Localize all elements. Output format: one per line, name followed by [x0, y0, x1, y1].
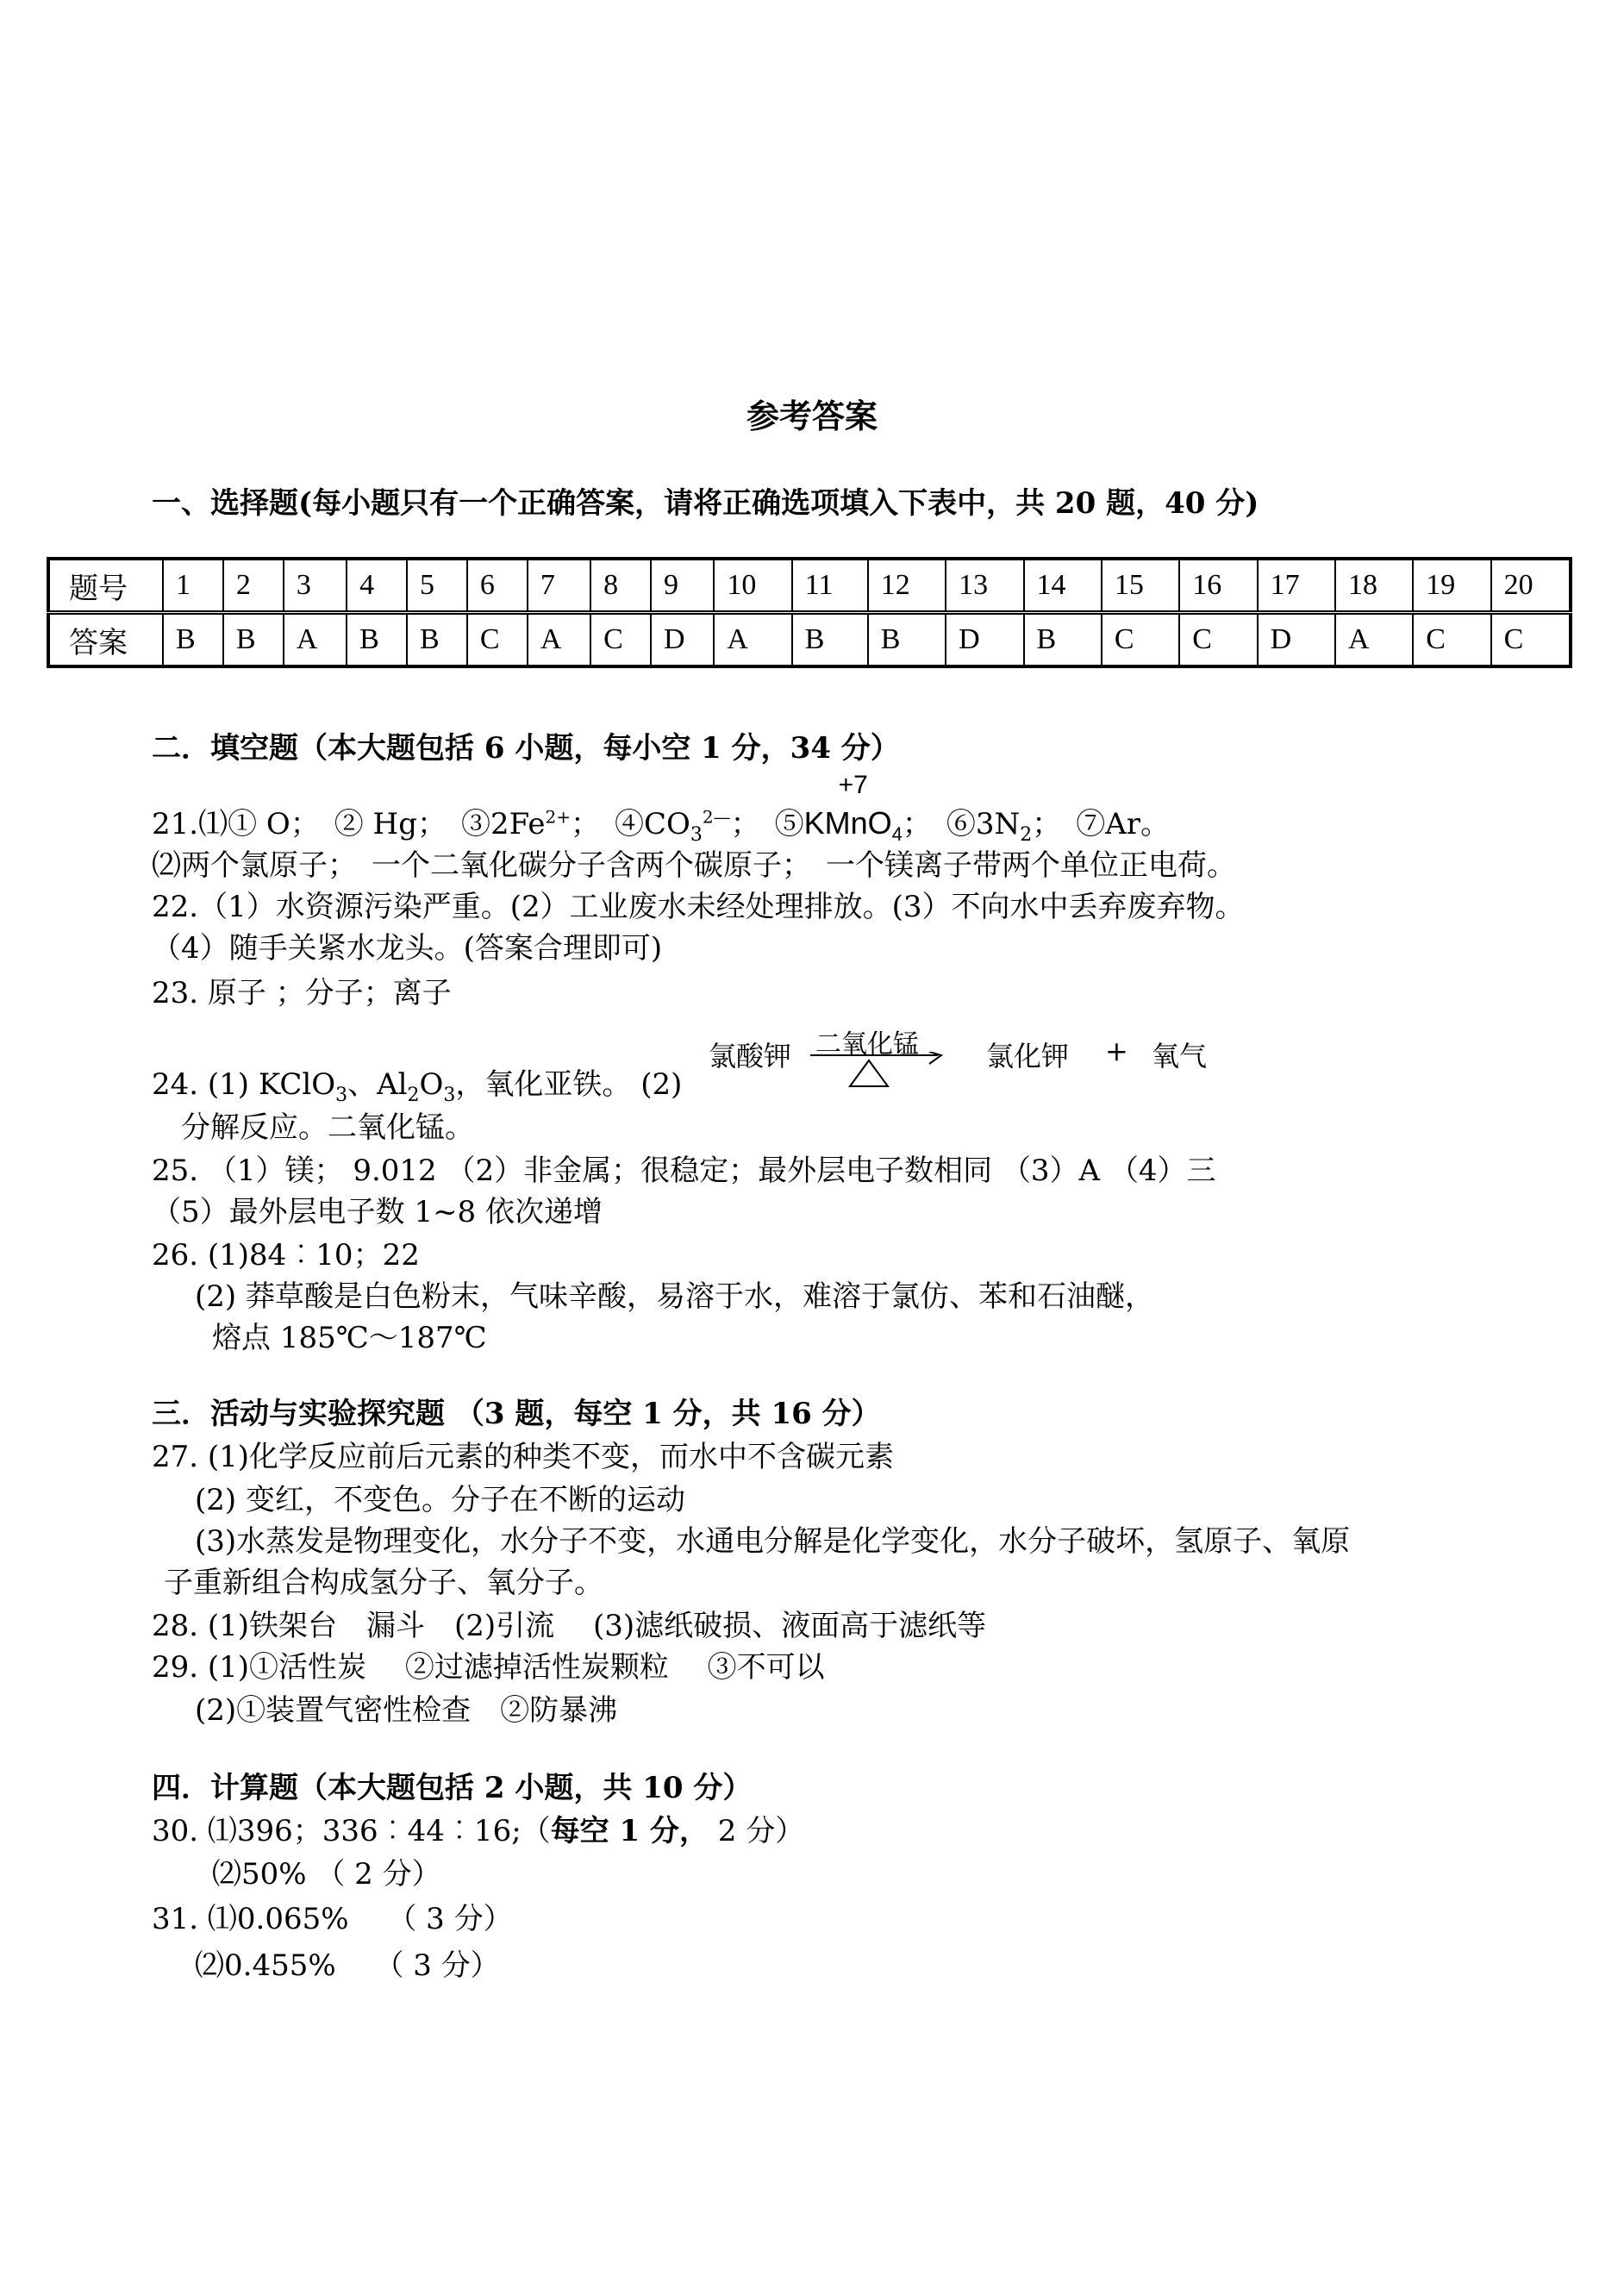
question-number-cell: 17	[1258, 559, 1335, 613]
section1-heading: 一、选择题(每小题只有一个正确答案，请将正确选项填入下表中，共 20 题，40 分)	[152, 486, 1259, 521]
q21-text: ； ⑤	[730, 807, 804, 841]
answer-cell: C	[1179, 613, 1257, 667]
q21-sub: 3	[690, 823, 703, 846]
q30-text: 30. ⑴396；336︰44︰16;（	[152, 1814, 551, 1848]
q30-bold: 每空 1 分，	[550, 1814, 709, 1848]
q27-line-3: (3)水蒸发是物理变化，水分子不变，水通电分解是化学变化，水分子破坏，氢原子、氧原	[195, 1524, 1351, 1559]
question-number-cell: 9	[651, 559, 714, 613]
question-number-cell: 19	[1413, 559, 1490, 613]
section3-heading: 三．活动与实验探究题 （3 题，每空 1 分，共 16 分）	[152, 1397, 881, 1431]
answer-cell: A	[1335, 613, 1413, 667]
answer-cell: B	[223, 613, 284, 667]
answer-cell: C	[1102, 613, 1179, 667]
q24-line-2: 分解反应。二氧化锰。	[181, 1110, 474, 1145]
table-row-answers	[48, 613, 1571, 667]
question-number-cell: 11	[792, 559, 868, 613]
kmno4-text: KMnO	[803, 805, 892, 841]
q26-line-2: (2) 莽草酸是白色粉末，气味辛酸，易溶于水，难溶于氯仿、苯和石油醚，	[195, 1279, 1154, 1314]
table-row-numbers	[48, 559, 1571, 613]
question-number-cell: 12	[868, 559, 946, 613]
answer-cell: B	[1024, 613, 1102, 667]
q24-text: 、Al	[347, 1067, 408, 1102]
section4-heading: 四．计算题（本大题包括 2 小题，共 10 分）	[152, 1771, 753, 1805]
q30-line-1	[152, 1807, 804, 1849]
question-number-cell: 1	[163, 559, 223, 613]
q30-line-2: ⑵50% （ 2 分）	[212, 1857, 441, 1892]
question-number-cell: 20	[1491, 559, 1571, 613]
kmno4-formula	[803, 771, 903, 846]
answer-cell: B	[868, 613, 946, 667]
q24-line-1	[152, 1060, 682, 1106]
q28-line: 28. (1)铁架台 漏斗 (2)引流 (3)滤纸破损、液面高于滤纸等	[152, 1609, 987, 1643]
q21-line-2: ⑵两个氯原子； 一个二氧化碳分子含两个碳原子； 一个镁离子带两个单位正电荷。	[152, 848, 1236, 883]
question-number-cell: 10	[714, 559, 791, 613]
question-number-cell: 15	[1102, 559, 1179, 613]
q22-line-1: 22.（1）水资源污染严重。(2）工业废水未经处理排放。(3）不向水中丢弃废弃物。	[152, 890, 1245, 924]
question-number-cell: 18	[1335, 559, 1413, 613]
q25-line-1: 25. （1）镁； 9.012 （2）非金属；很稳定；最外层电子数相同 （3）A （4）三	[152, 1154, 1216, 1188]
q24-text: 24. (1) KClO	[152, 1067, 336, 1102]
q24-text: ，氧化亚铁。 (2)	[455, 1067, 683, 1102]
q29-line-2: (2)①装置气密性检查 ②防暴沸	[195, 1693, 618, 1728]
question-number-cell: 16	[1179, 559, 1257, 613]
page-title: 参考答案	[746, 397, 878, 435]
question-number-cell: 2	[223, 559, 284, 613]
answer-cell: C	[590, 613, 651, 667]
answer-cell: B	[347, 613, 407, 667]
answer-cell: D	[946, 613, 1023, 667]
answer-cell: B	[407, 613, 467, 667]
q24-sub: 2	[407, 1084, 420, 1106]
q21-sup: 2+	[545, 806, 571, 828]
kmno4-sub: 4	[891, 823, 903, 846]
question-number-cell: 5	[407, 559, 467, 613]
q29-line-1: 29. (1)①活性炭 ②过滤掉活性炭颗粒 ③不可以	[152, 1650, 825, 1685]
answer-cell: C	[1491, 613, 1571, 667]
question-number-cell: 4	[347, 559, 407, 613]
row-label-numbers: 题号	[48, 559, 163, 613]
question-number-cell: 8	[590, 559, 651, 613]
q30-text: 2 分）	[709, 1814, 805, 1848]
eq-product1: 氯化钾	[986, 1040, 1070, 1072]
answer-cell: D	[651, 613, 714, 667]
answer-cell: A	[528, 613, 590, 667]
q27-line-1: 27. (1)化学反应前后元素的种类不变，而水中不含碳元素	[152, 1440, 895, 1474]
answer-cell: A	[284, 613, 347, 667]
section2-heading: 二．填空题（本大题包括 6 小题，每小空 1 分，34 分）	[152, 731, 900, 766]
eq-product2: 氧气	[1152, 1040, 1208, 1072]
q27-line-4: 子重新组合构成氢分子、氧分子。	[164, 1566, 603, 1600]
question-number-cell: 3	[284, 559, 347, 613]
answer-cell: A	[714, 613, 791, 667]
q21-sup: 2—	[702, 806, 731, 828]
q25-line-2: （5）最外层电子数 1~8 依次递增	[152, 1195, 603, 1229]
q21-line-1	[152, 771, 1171, 846]
eq-plus: +	[1105, 1035, 1128, 1067]
q26-line-3: 熔点 185℃～187℃	[212, 1321, 487, 1355]
q24-text: O	[419, 1067, 444, 1102]
q23-line: 23. 原子 ；分子；离子	[152, 976, 452, 1010]
reaction-arrow-icon	[809, 1052, 946, 1095]
answer-cell: C	[467, 613, 528, 667]
answer-table	[47, 557, 1572, 668]
oxidation-state: +7	[838, 771, 868, 799]
q31-line-1: 31. ⑴0.065% （ 3 分）	[152, 1902, 513, 1936]
question-number-cell: 6	[467, 559, 528, 613]
eq-reactant: 氯酸钾	[709, 1040, 792, 1072]
q24-sub: 3	[443, 1084, 456, 1106]
q27-line-2: (2) 变红，不变色。分子在不断的运动	[195, 1483, 685, 1517]
answer-cell: C	[1413, 613, 1490, 667]
q21-text: 21.⑴① O； ② Hg； ③2Fe	[152, 807, 546, 841]
q22-line-2: （4）随手关紧水龙头。(答案合理即可)	[152, 931, 663, 966]
question-number-cell: 7	[528, 559, 590, 613]
q21-text: ； ⑦Ar。	[1032, 807, 1171, 841]
eq-catalyst: 二氧化锰	[815, 1029, 919, 1060]
reaction-equation	[707, 1026, 1224, 1112]
q21-text: ； ④CO	[570, 807, 690, 841]
q31-line-2: ⑵0.455% （ 3 分）	[195, 1948, 500, 1983]
row-label-answers: 答案	[48, 613, 163, 667]
answer-cell: B	[163, 613, 223, 667]
question-number-cell: 13	[946, 559, 1023, 613]
q21-text: ； ⑥3N	[902, 807, 1021, 841]
q21-sub: 2	[1020, 823, 1033, 846]
q24-sub: 3	[335, 1084, 348, 1106]
q26-line-1: 26. (1)84︰10；22	[152, 1238, 420, 1273]
answer-cell: B	[792, 613, 868, 667]
answer-cell: D	[1258, 613, 1335, 667]
question-number-cell: 14	[1024, 559, 1102, 613]
